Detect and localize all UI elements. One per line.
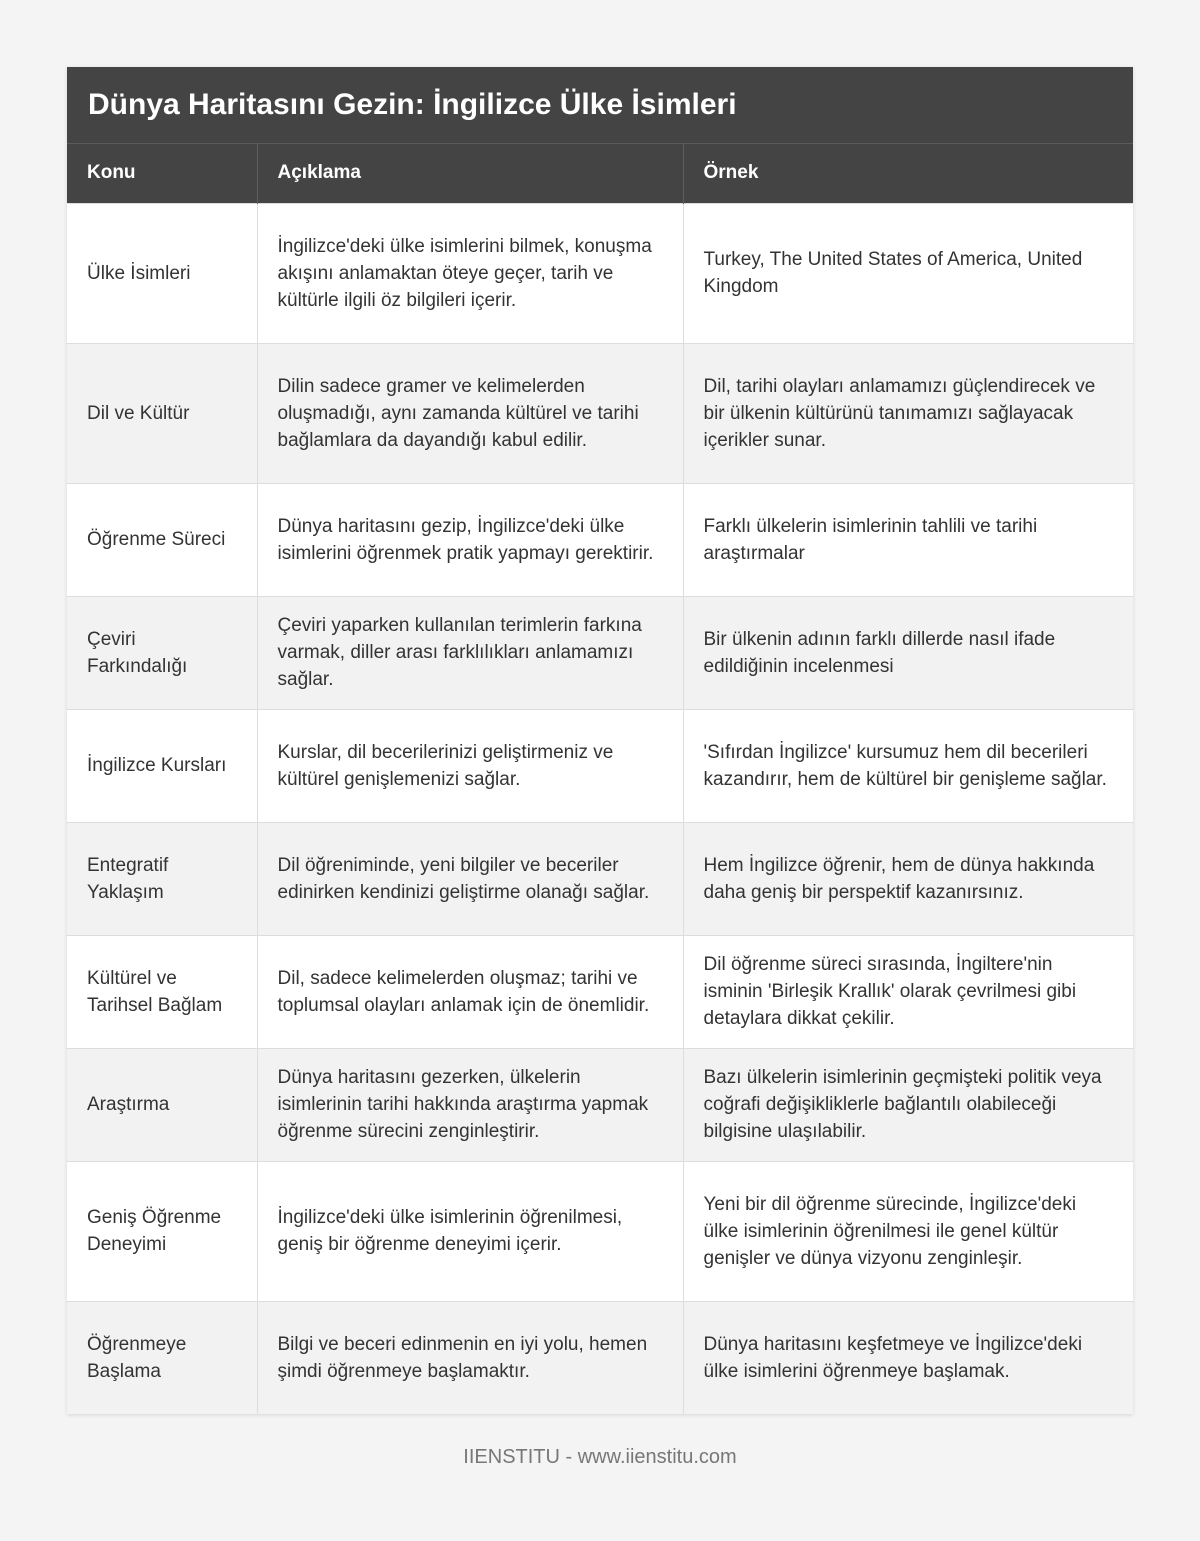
cell-example: Dünya haritasını keşfetmeye ve İngilizce'deki ülke isimlerini öğrenmeye başlamak. — [683, 1301, 1133, 1414]
cell-topic: Araştırma — [67, 1048, 257, 1161]
cell-example: Turkey, The United States of America, United Kingdom — [683, 203, 1133, 343]
cell-topic: Geniş Öğrenme Deneyimi — [67, 1161, 257, 1301]
cell-example: Bir ülkenin adının farklı dillerde nasıl ifade edildiğinin incelenmesi — [683, 596, 1133, 709]
header-aciklama: Açıklama — [257, 144, 683, 203]
cell-description: İngilizce'deki ülke isimlerini bilmek, konuşma akışını anlamaktan öteye geçer, tarih ve kültürle ilgili öz bilgileri içerir. — [257, 203, 683, 343]
table-row — [67, 1161, 1133, 1301]
table-row — [67, 596, 1133, 709]
cell-topic: Kültürel ve Tarihsel Bağlam — [67, 935, 257, 1048]
cell-topic: Dil ve Kültür — [67, 343, 257, 483]
table-row — [67, 1301, 1133, 1414]
cell-description: Dil, sadece kelimelerden oluşmaz; tarihi ve toplumsal olayları anlamak için de önemlidir. — [257, 935, 683, 1048]
cell-example: Dil öğrenme süreci sırasında, İngiltere'nin isminin 'Birleşik Krallık' olarak çevrilmesi gibi detaylara dikkat çekilir. — [683, 935, 1133, 1048]
cell-example: Hem İngilizce öğrenir, hem de dünya hakkında daha geniş bir perspektif kazanırsınız. — [683, 822, 1133, 935]
cell-description: Dilin sadece gramer ve kelimelerden oluşmadığı, aynı zamanda kültürel ve tarihi bağlamlara da dayandığı kabul edilir. — [257, 343, 683, 483]
cell-description: Çeviri yaparken kullanılan terimlerin farkına varmak, diller arası farklılıkları anlamamızı sağlar. — [257, 596, 683, 709]
table-header-row — [67, 144, 1133, 203]
table-row — [67, 343, 1133, 483]
footer-credit: IIENSTITU - www.iienstitu.com — [463, 1446, 737, 1468]
cell-example: Yeni bir dil öğrenme sürecinde, İngilizce'deki ülke isimlerinin öğrenilmesi ile genel kültür genişler ve dünya vizyonu zenginleşir. — [683, 1161, 1133, 1301]
cell-example: Farklı ülkelerin isimlerinin tahlili ve tarihi araştırmalar — [683, 483, 1133, 596]
cell-topic: Çeviri Farkındalığı — [67, 596, 257, 709]
table-row — [67, 709, 1133, 822]
header-konu: Konu — [67, 144, 257, 203]
table-row — [67, 822, 1133, 935]
page-title: Dünya Haritasını Gezin: İngilizce Ülke İsimleri — [67, 67, 1133, 144]
cell-topic: Öğrenme Süreci — [67, 483, 257, 596]
cell-topic: İngilizce Kursları — [67, 709, 257, 822]
cell-description: İngilizce'deki ülke isimlerinin öğrenilmesi, geniş bir öğrenme deneyimi içerir. — [257, 1161, 683, 1301]
table-row — [67, 483, 1133, 596]
table-row — [67, 935, 1133, 1048]
header-ornek: Örnek — [683, 144, 1133, 203]
cell-example: Dil, tarihi olayları anlamamızı güçlendirecek ve bir ülkenin kültürünü tanımamızı sağlayacak içerikler sunar. — [683, 343, 1133, 483]
cell-example: 'Sıfırdan İngilizce' kursumuz hem dil becerileri kazandırır, hem de kültürel bir genişleme sağlar. — [683, 709, 1133, 822]
cell-topic: Ülke İsimleri — [67, 203, 257, 343]
table-row — [67, 1048, 1133, 1161]
cell-description: Dünya haritasını gezerken, ülkelerin isimlerinin tarihi hakkında araştırma yapmak öğrenme sürecini zenginleştirir. — [257, 1048, 683, 1161]
content-card — [67, 67, 1133, 1414]
cell-example: Bazı ülkelerin isimlerinin geçmişteki politik veya coğrafi değişikliklerle bağlantılı olabileceği bilgisine ulaşılabilir. — [683, 1048, 1133, 1161]
cell-topic: Entegratif Yaklaşım — [67, 822, 257, 935]
table-row — [67, 203, 1133, 343]
cell-description: Kurslar, dil becerilerinizi geliştirmeniz ve kültürel genişlemenizi sağlar. — [257, 709, 683, 822]
cell-topic: Öğrenmeye Başlama — [67, 1301, 257, 1414]
cell-description: Bilgi ve beceri edinmenin en iyi yolu, hemen şimdi öğrenmeye başlamaktır. — [257, 1301, 683, 1414]
topics-table — [67, 144, 1133, 1414]
cell-description: Dil öğreniminde, yeni bilgiler ve beceriler edinirken kendinizi geliştirme olanağı sağlar. — [257, 822, 683, 935]
cell-description: Dünya haritasını gezip, İngilizce'deki ülke isimlerini öğrenmek pratik yapmayı gerektirir. — [257, 483, 683, 596]
